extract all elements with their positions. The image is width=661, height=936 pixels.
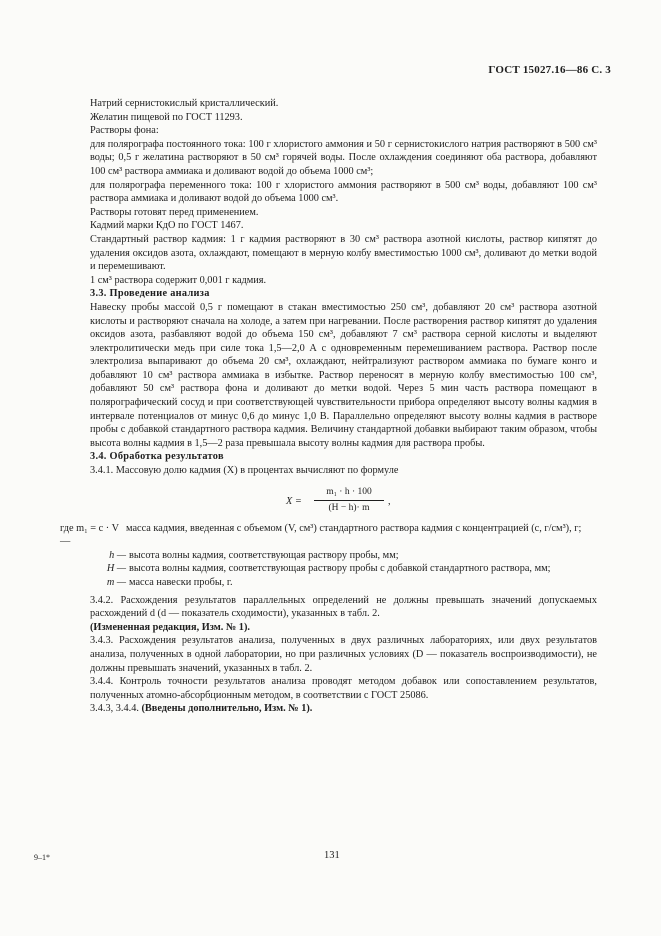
- formula-numerator: m₁ · h · 100: [314, 486, 384, 502]
- paragraph: 3.4.3. Расхождения результатов анализа, полученных в двух различных лабораториях, или двух результатов анализа, полученных в одной лаборатории, но при различных условиях (D — показатель воспроизводимости), не должны превышать значений, указанных в табл. 2.: [90, 635, 597, 674]
- definition-row: [90, 562, 597, 576]
- document-body: [60, 97, 597, 716]
- paragraph: Кадмий марки КдО по ГОСТ 1467.: [90, 220, 244, 232]
- definition-text: масса кадмия, введенная с объемом (V, см³) стандартного раствора кадмия с концентрацией (c, г/см³), г;: [126, 522, 582, 534]
- paragraph: 3.4.2. Расхождения результатов параллельных определений не должны превышать значений допускаемых расхождений d (d — показатель сходимости), указанных в табл. 2.: [90, 594, 597, 620]
- definition-symbol: H —: [106, 563, 126, 575]
- amendment-note: [90, 702, 597, 716]
- paragraph: для полярографа постоянного тока: 100 г хлористого аммония и 50 г сернистокислого натрия растворяют в 500 см³ воды; 0,5 г желатина растворяют в 50 см³ горячей воды. После охлаждения соединяют оба раствора, добавляют 100 см³ раствора аммиака и доливают водой до объема 1000 см³;: [90, 138, 597, 177]
- definition-row: [90, 576, 597, 590]
- formula-tail: ,: [388, 495, 391, 507]
- formula-lhs: X =: [286, 495, 302, 507]
- page-header: ГОСТ 15027.16—86 С. 3: [488, 64, 611, 76]
- amendment-text: (Введены дополнительно, Изм. № 1).: [141, 703, 313, 715]
- definition-symbol: m —: [106, 577, 126, 588]
- paragraph: Натрий сернистокислый кристаллический.: [90, 98, 279, 109]
- definition-text: масса навески пробы, г.: [129, 577, 233, 588]
- definition-row: [90, 549, 597, 563]
- paragraph: Растворы фона:: [90, 125, 159, 137]
- definition-text: высота волны кадмия, соответствующая раствору пробы, мм;: [129, 549, 399, 561]
- paragraph: 3.4.4. Контроль точности результатов анализа проводят методом добавок или сопоставлением результатов, полученных атомно-абсорбционным методом, в соответствии с ГОСТ 25086.: [90, 676, 597, 701]
- formula: [90, 486, 597, 516]
- footer-mark: 9–1*: [34, 853, 50, 862]
- section-heading-3-4: 3.4. Обработка результатов: [90, 451, 224, 463]
- section-heading-3-3: 3.3. Проведение анализа: [90, 288, 210, 300]
- paragraph: Желатин пищевой по ГОСТ 11293.: [90, 111, 243, 123]
- definition-symbol: h —: [109, 549, 126, 561]
- formula-denominator: (H − h)· m: [328, 503, 370, 514]
- formula-fraction: [314, 486, 384, 516]
- amendment-note: (Измененная редакция, Изм. № 1).: [90, 621, 250, 633]
- paragraph: для полярографа переменного тока: 100 г хлористого аммония растворяют в 500 см³ воды, добавляют 100 см³ раствора аммиака и доливают водой до объема 1000 см³.: [90, 179, 597, 205]
- definition-row: [60, 522, 597, 549]
- definition-symbol: где m₁ = c · V —: [60, 522, 119, 548]
- definition-text: высота волны кадмия, соответствующая раствору пробы с добавкой стандартного раствора, мм;: [129, 563, 551, 575]
- paragraph: Навеску пробы массой 0,5 г помещают в стакан вместимостью 250 см³, добавляют 20 см³ раствора азотной кислоты и растворяют сначала на холоде, а затем при нагревании. После растворения раствор кипятят до удаления оксидов азота, разбавляют водой до объема 150 см³, добавляют 7 см³ раствора серной кислоты и выделяют электролитически медь при силе тока 1,5—2,0 А с одновременным перемешиванием раствора. Раствор после электролиза выпаривают до объема 20 см³, охлаждают, нейтрализуют раствором аммиака по бумаге конго и добавляют 10 см³ раствора аммиака в избытке. Раствор переносят в мерную колбу вместимостью 100 см³, добавляют 50 см³ раствора фона и доливают до метки водой. Через 5 мин часть раствора помещают в полярографический сосуд и при соответствующей чувствительности прибора определяют высоту волны кадмия в интервале потенциалов от минус 0,6 до минус 1,0 В. Параллельно определяют высоту волны кадмия в растворе пробы с добавкой стандартного раствора кадмия. Величину стандартной добавки выбирают таким образом, чтобы высота волны кадмия в 1,5—2 раза превышала высоту волны кадмия для раствора пробы.: [90, 301, 597, 449]
- page-number: 131: [324, 850, 340, 861]
- paragraph: 1 см³ раствора содержит 0,001 г кадмия.: [90, 274, 267, 286]
- paragraph: Стандартный раствор кадмия: 1 г кадмия растворяют в 30 см³ раствора азотной кислоты, раствор кипятят до удаления оксидов азота, охлаждают, помещают в мерную колбу вместимостью 1000 см³, доливают до метки водой и перемешивают.: [90, 233, 597, 273]
- paragraph: 3.4.1. Массовую долю кадмия (X) в процентах вычисляют по формуле: [90, 465, 399, 477]
- paragraph: Растворы готовят перед применением.: [90, 206, 259, 218]
- amendment-clauses: 3.4.3, 3.4.4.: [90, 703, 139, 715]
- formula-definitions: [60, 522, 597, 590]
